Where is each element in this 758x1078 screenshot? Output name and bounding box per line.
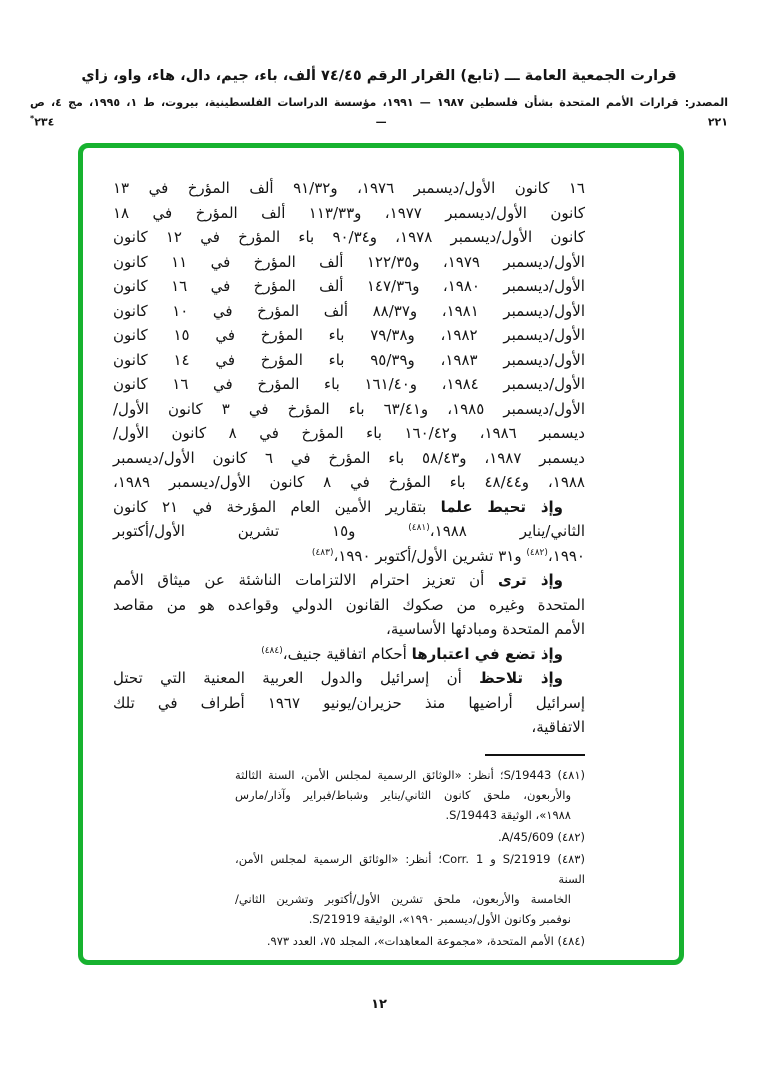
- footnote-483: [235, 849, 585, 929]
- body-line: وإذ تحيط علما بتقارير الأمين العام المؤرخة في ٢١ كانون: [113, 497, 563, 516]
- green-frame: [78, 143, 684, 965]
- footnote-ref-483: (٤٨٣): [311, 547, 334, 558]
- footnote-ref-482: (٤٨٢): [526, 547, 548, 558]
- body-line: إسرائيل أراضيها منذ حزيران/يونيو ١٩٦٧ أطراف في تلك: [113, 693, 585, 712]
- footnote-line: نوفمبر وكانون الأول/ديسمبر ١٩٩٠»، الوثيقة S/21919.: [308, 911, 571, 926]
- footnote-separator-rule: [485, 754, 585, 756]
- body-line: ١٩٨٨، و٤٨/٤٤ باء المؤرخ في ٨ كانون الأول/ديسمبر ١٩٨٩،: [113, 473, 585, 491]
- header-title: قرارت الجمعية العامة ـــ (تابع) القرار الرقم ٧٤/٤٥ ألف، باء، جيم، دال، هاء، واو، زاي: [81, 68, 677, 84]
- body-line: الأمم المتحدة ومبادئها الأساسية،: [386, 620, 585, 638]
- footnote-line: ١٩٨٨»، الوثيقة S/19443.: [445, 807, 571, 822]
- body-line: الأول/ديسمبر ١٩٨٣، و٩٥/٣٩ باء المؤرخ في ١٤ كانون: [113, 350, 585, 369]
- footnote-line: (٤٨٤) الأمم المتحدة، «مجموعة المعاهدات»، المجلد ٧٥، العدد ٩٧٣.: [266, 933, 585, 948]
- footnote-481: [235, 765, 585, 825]
- footnote-line: والأربعون، ملحق كانون الثاني/يناير وشباط/فبراير وآذار/مارس: [235, 787, 571, 802]
- footnote-ref-481: (٤٨١): [408, 523, 430, 533]
- page-number: ١٢: [371, 997, 387, 1012]
- paragraph-considering: [113, 568, 585, 642]
- body-line: ١٩٩٠،$^{(٤٨٢)}$ و٣١ تشرين الأول/أكتوبر ١٩٩٠،$^{(٤٨٣)}$: [311, 546, 585, 565]
- paragraph-noting: [113, 666, 585, 740]
- footnotes-section: [235, 754, 585, 951]
- header-source-line: [30, 95, 728, 131]
- body-line: الأول/ديسمبر ١٩٨٥، و٦٣/٤١ باء المؤرخ في ٣ كانون الأول/: [113, 399, 585, 418]
- paragraph-bearing-in-mind: [113, 642, 585, 667]
- footnote-line: (٤٨٣) S/21919 و Corr. 1؛ أنظر: «الوثائق الرسمية لمجلس الأمن، السنة: [235, 851, 585, 886]
- body-line: كانون الأول/ديسمبر ١٩٧٧، و١١٣/٣٣ ألف المؤرخ في ١٨: [113, 203, 585, 222]
- resolution-body: [113, 176, 585, 953]
- body-line: كانون الأول/ديسمبر ١٩٧٨، و٩٠/٣٤ باء المؤرخ في ١٢ كانون: [113, 228, 585, 246]
- paragraph-taking-note: [113, 495, 585, 569]
- footnote-482: [235, 827, 585, 847]
- body-line: وإذ تضع في اعتبارها أحكام اتفاقية جنيف،$^{(٤٨٤)}$: [261, 644, 563, 663]
- source-text: المصدر: قرارات الأمم المتحدة بشأن فلسطين ١٩٨٧ — ١٩٩١، مؤسسة الدراسات الفلسطينية، بيروت، ط ١، ١٩٩٥، مج ٤، ص ٢٢١ — ٢٣٤: [30, 96, 728, 129]
- body-line: ١٦ كانون الأول/ديسمبر ١٩٧٦، و٩١/٣٢ ألف المؤرخ في ١٣: [113, 179, 585, 197]
- body-line: وإذ تلاحظ أن إسرائيل والدول العربية المعنية التي تحتل: [113, 669, 564, 687]
- paragraph-lead: وإذ ترى: [497, 571, 563, 589]
- paragraph-lead: وإذ تضع في اعتبارها: [411, 644, 563, 663]
- body-line: ديسمبر ١٩٨٧، و٥٨/٤٣ باء المؤرخ في ٦ كانون الأول/ديسمبر: [113, 448, 585, 467]
- footnote-ref-484: (٤٨٤): [261, 645, 283, 656]
- body-line: الأول/ديسمبر ١٩٨٤، و١٦١/٤٠ باء المؤرخ في ١٦ كانون: [113, 375, 585, 393]
- footnote-line: الخامسة والأربعون، ملحق تشرين الأول/أكتوبر وتشرين الثاني/: [235, 891, 571, 906]
- body-line: الاتفاقية،: [531, 718, 585, 736]
- paragraph-resolution-list: [113, 176, 585, 495]
- footnote-484: [235, 931, 585, 951]
- body-line: وإذ ترى أن تعزيز احترام الالتزامات الناشئة عن ميثاق الأمم: [113, 571, 563, 589]
- body-line: الأول/ديسمبر ١٩٨٠، و١٤٧/٣٦ ألف المؤرخ في ١٦ كانون: [113, 277, 585, 295]
- body-line: الأول/ديسمبر ١٩٨٢، و٧٩/٣٨ باء المؤرخ في ١٥ كانون: [113, 326, 585, 344]
- body-line: الثاني/يناير ١٩٨٨،$^{(٤٨١)}$ و١٥ تشرين الأول/أكتوبر: [113, 522, 585, 540]
- footnote-line: (٤٨٢) A/45/609.: [497, 829, 585, 844]
- source-ref-mark: *: [30, 114, 35, 123]
- footnote-line: (٤٨١) S/19443؛ أنظر: «الوثائق الرسمية لمجلس الأمن، السنة الثالثة: [235, 767, 585, 782]
- paragraph-lead: وإذ تلاحظ: [479, 669, 564, 687]
- body-line: الأول/ديسمبر ١٩٧٩، و١٢٢/٣٥ ألف المؤرخ في ١١ كانون: [113, 252, 585, 271]
- paragraph-lead: وإذ تحيط علما: [440, 497, 563, 516]
- page-header: [30, 66, 728, 131]
- body-line: المتحدة وغيره من صكوك القانون الدولي وقواعده هو من مقاصد: [113, 595, 585, 614]
- body-line: الأول/ديسمبر ١٩٨١، و٨٨/٣٧ ألف المؤرخ في ١٠ كانون: [113, 301, 585, 320]
- body-line: ديسمبر ١٩٨٦، و١٦٠/٤٢ باء المؤرخ في ٨ كانون الأول/: [113, 424, 585, 442]
